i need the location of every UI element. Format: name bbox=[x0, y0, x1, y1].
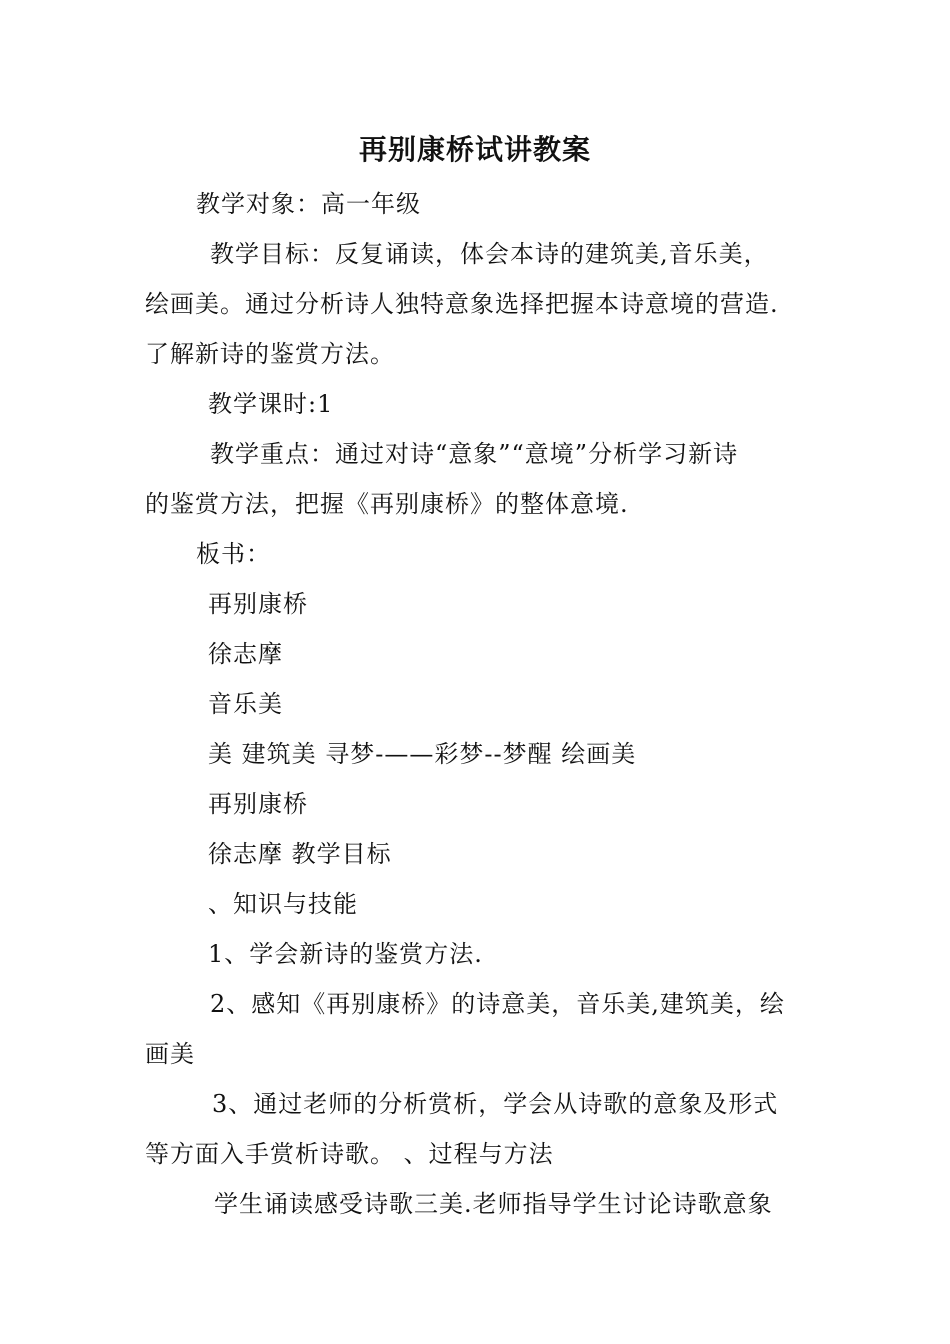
text-line-goal-2-cont: 画美 bbox=[145, 1040, 195, 1068]
text-line-audience: 教学对象：高一年级 bbox=[196, 190, 421, 218]
text-line-goal-3: 3、通过老师的分析赏析，学会从诗歌的意象及形式 bbox=[212, 1090, 779, 1118]
text-line-board-title-2: 再别康桥 bbox=[208, 790, 308, 818]
text-line-focus: 教学重点：通过对诗“意象”“意境”分析学习新诗 bbox=[210, 440, 739, 468]
text-line-board-author: 徐志摩 bbox=[208, 640, 283, 668]
document-title: 再别康桥试讲教案 bbox=[358, 133, 591, 166]
text-line-board: 板书： bbox=[196, 540, 271, 568]
text-line-focus-cont: 的鉴赏方法，把握《再别康桥》的整体意境. bbox=[145, 490, 629, 518]
text-line-objective-cont: 绘画美。通过分析诗人独特意象选择把握本诗意境的营造. bbox=[145, 290, 779, 318]
text-line-periods: 教学课时:1 bbox=[208, 390, 334, 418]
text-line-board-author-2: 徐志摩 教学目标 bbox=[208, 840, 392, 868]
text-line-goal-2: 2、感知《再别康桥》的诗意美，音乐美,建筑美，绘 bbox=[210, 990, 785, 1018]
text-line-objective-end: 了解新诗的鉴赏方法。 bbox=[145, 340, 395, 368]
text-line-process: 学生诵读感受诗歌三美.老师指导学生讨论诗歌意象 bbox=[214, 1190, 773, 1218]
text-line-goal-1: 1、学会新诗的鉴赏方法. bbox=[208, 940, 483, 968]
text-line-knowledge-heading: 、知识与技能 bbox=[208, 890, 358, 918]
text-line-board-title: 再别康桥 bbox=[208, 590, 308, 618]
text-line-board-music: 音乐美 bbox=[208, 690, 283, 718]
text-line-goal-3-cont: 等方面入手赏析诗歌。 、过程与方法 bbox=[145, 1140, 554, 1168]
text-line-objective: 教学目标：反复诵读，体会本诗的建筑美,音乐美， bbox=[210, 240, 769, 268]
text-line-board-structure: 美 建筑美 寻梦-——彩梦--梦醒 绘画美 bbox=[208, 740, 637, 768]
